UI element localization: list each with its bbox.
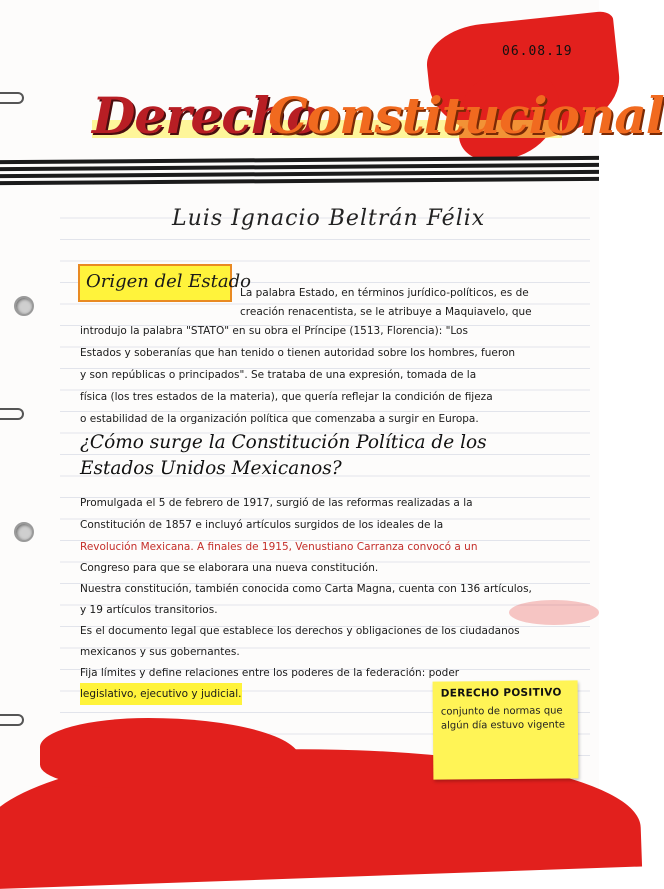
text-line: Fija límites y define relaciones entre los poderes de la federación: poder [80,667,460,679]
binder-hole [14,296,34,316]
binder-hole [14,522,34,542]
text-line: Estados y soberanías que han tenido o tienen autoridad sobre los hombres, fueron [80,347,516,359]
text-line: introdujo la palabra "STATO" en su obra el Príncipe (1513, Florencia): "Los [80,325,468,337]
sticky-note [433,680,579,779]
red-paint-smudge [509,600,599,625]
text-line: física (los tres estados de la materia), que quería reflejar la condición de fijeza [80,391,493,403]
text-line: mexicanos y sus gobernantes. [80,646,240,658]
text-line: Constitución de 1857 e incluyó artículos surgidos de los ideales de la [80,519,444,531]
text-line: y son repúblicas o principados". Se trataba de una expresión, tomada de la [80,369,477,381]
text-line: Nuestra constitución, también conocida como Carta Magna, cuenta con 136 artículos, [80,583,532,595]
section-heading: Origen del Estado [86,271,251,292]
text-line: Congreso para que se elaborara una nueva constitución. [80,562,379,574]
text-line: La palabra Estado, en términos jurídico-políticos, es de [240,287,529,299]
text-line: Revolución Mexicana. A finales de 1915, Venustiano Carranza convocó a un [80,541,478,553]
binder-ring [0,408,24,420]
sticky-note-title: DERECHO POSITIVO [440,686,562,700]
text-line: Promulgada el 5 de febrero de 1917, surgió de las reformas realizadas a la [80,497,473,509]
section-heading-box [78,264,251,302]
text-line: Es el documento legal que establece los derechos y obligaciones de los ciudadanos [80,625,520,637]
text-line: creación renacentista, se le atribuye a Maquiavelo, que [240,306,532,318]
text-line: o estabilidad de la organización política que comenzaba a surgir en Europa. [80,413,479,425]
binder-ring [0,92,24,104]
author-name: Luis Ignacio Beltrán Félix [172,206,486,231]
date: 06.08.19 [502,44,573,59]
text-line: legislativo, ejecutivo y judicial. [80,683,242,705]
binder-ring [0,714,24,726]
title-word-constitucional: Constitucional [268,86,664,145]
question-heading: ¿Cómo surge la Constitución Política de los Estados Unidos Mexicanos? [80,432,487,479]
sticky-note-body: conjunto de normas que algún día estuvo vigente [440,705,565,732]
text-line: y 19 artículos transitorios. [80,604,218,616]
decorative-stripes [0,158,599,188]
title-word-derecho: Derecho [92,86,319,145]
